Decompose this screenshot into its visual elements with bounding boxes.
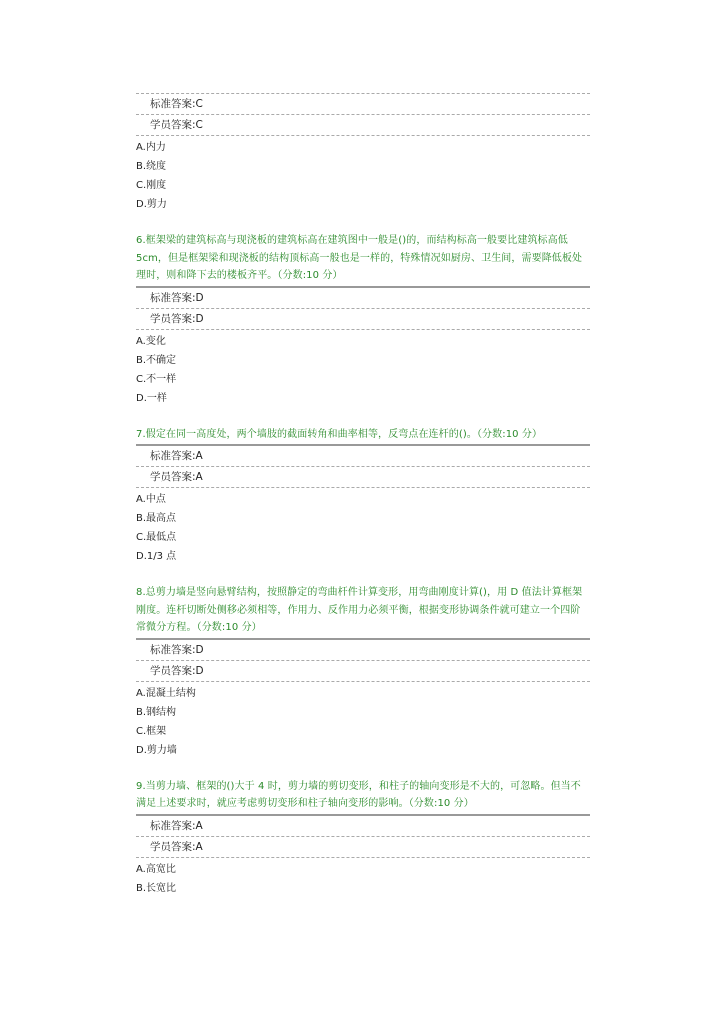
- option-b: B.不确定: [136, 354, 177, 366]
- option-d: D.1/3 点: [136, 551, 177, 562]
- options-list: [136, 682, 590, 760]
- question-block-9: [136, 778, 590, 898]
- option-a: A.变化: [136, 335, 166, 347]
- student-answer: 学员答案:C: [150, 119, 203, 131]
- option-c: C.不一样: [136, 373, 177, 385]
- option-d: D.剪力: [136, 199, 167, 210]
- student-answer: 学员答案:A: [150, 471, 203, 483]
- standard-answer: 标准答案:D: [150, 291, 204, 304]
- option-b: B.绕度: [136, 161, 167, 172]
- option-a: A.中点: [136, 494, 166, 505]
- option-a: A.内力: [136, 142, 166, 153]
- question-block-6: [136, 232, 590, 408]
- standard-answer: 标准答案:C: [150, 98, 203, 110]
- question-text: 9.当剪力墙、框架的()大于 4 时，剪力墙的剪切变形，和柱子的轴向变形是不大的，可忽略。但当不满足上述要求时，就应考虑剪切变形和柱子轴向变形的影响。（分数:10 分）: [136, 780, 581, 809]
- option-d: D.剪力墙: [136, 744, 177, 756]
- student-answer: 学员答案:D: [150, 312, 204, 325]
- option-c: C.最低点: [136, 532, 177, 543]
- option-b: B.钢结构: [136, 706, 177, 718]
- student-answer: 学员答案:A: [150, 840, 203, 853]
- option-b: B.长宽比: [136, 882, 177, 894]
- question-text: 8.总剪力墙是竖向悬臂结构，按照静定的弯曲杆件计算变形，用弯曲刚度计算()，用 D 值法计算框架刚度。连杆切断处侧移必须相等，作用力、反作用力必须平衡，根据变形协调条件就可建立一个四阶常微分方程。（分数:10 分）: [136, 587, 583, 633]
- options-list: [136, 858, 590, 898]
- standard-answer: 标准答案:A: [150, 450, 203, 462]
- option-a: A.混凝土结构: [136, 687, 196, 699]
- question-block-5: [136, 93, 590, 214]
- standard-answer: 标准答案:D: [150, 643, 204, 656]
- question-block-7: [136, 426, 590, 567]
- options-list: [136, 136, 590, 214]
- question-block-8: [136, 584, 590, 760]
- question-text: 7.假定在同一高度处，两个墙肢的截面转角和曲率相等，反弯点在连杆的()。（分数:10 分）: [136, 428, 543, 440]
- option-a: A.高宽比: [136, 863, 176, 875]
- question-text: 6.框架梁的建筑标高与现浇板的建筑标高在建筑图中一般是()的，而结构标高一般要比建筑标高低5cm，但是框架梁和现浇板的结构顶标高一般也是一样的，特殊情况如厨房、卫生间，需要降低板处理时，则和降下去的楼板齐平。（分数:10 分）: [136, 235, 583, 281]
- options-list: [136, 330, 590, 408]
- option-c: C.刚度: [136, 180, 167, 191]
- exam-answer-page: [136, 93, 590, 898]
- option-d: D.一样: [136, 392, 167, 404]
- option-b: B.最高点: [136, 513, 177, 524]
- option-c: C.框架: [136, 725, 167, 737]
- student-answer: 学员答案:D: [150, 664, 204, 677]
- options-list: [136, 488, 590, 566]
- standard-answer: 标准答案:A: [150, 819, 203, 832]
